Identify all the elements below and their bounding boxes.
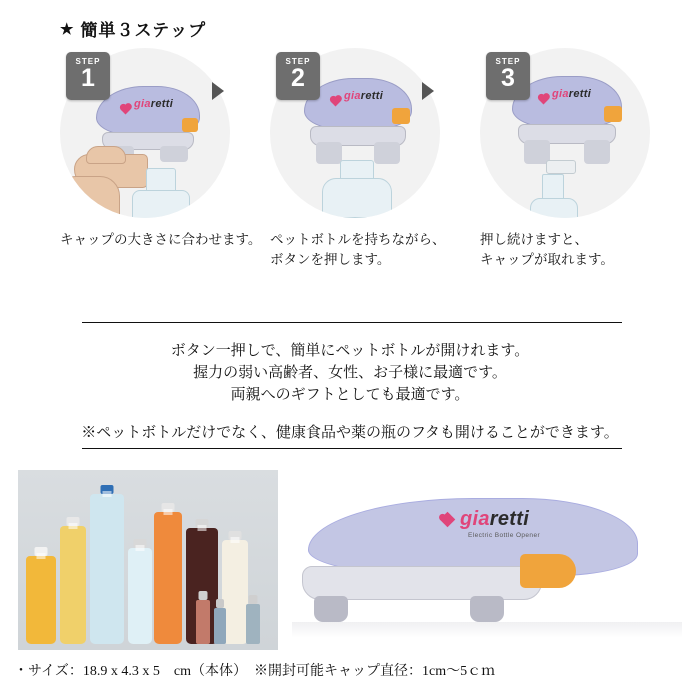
- step-3-image: giaretti STEP 3: [480, 48, 650, 218]
- step-1-image: giaretti STEP 1: [60, 48, 230, 218]
- step-item: [60, 48, 262, 250]
- description-line: 握力の弱い高齢者、女性、お子様に最適です。: [193, 365, 507, 381]
- steps-section: [60, 48, 650, 270]
- step-3-caption: 押し続けますと、 キャップが取れます。: [480, 232, 614, 267]
- step-1-badge: STEP 1: [66, 52, 110, 100]
- step-2-caption: ペットボトルを持ちながら、 ボタンを押します。: [270, 232, 446, 267]
- brand-subtitle: Electric Bottle Opener: [468, 532, 541, 539]
- description-note: ※ペットボトルだけでなく、健康食品や薬の瓶のフタも開けることができます。: [81, 425, 619, 441]
- page-title-text: 簡単３ステップ: [80, 21, 207, 40]
- bottles-photo: [18, 470, 278, 650]
- step-3-badge: STEP 3: [486, 52, 530, 100]
- size-note: ・サイズ：18.9 x 4.3 x 5 cm（本体） ※開封可能キャップ直径：1cm〜5ｃｍ: [14, 664, 496, 679]
- page-title: [60, 16, 206, 41]
- star-icon: ★: [60, 20, 75, 38]
- arrow-right-icon: [212, 82, 224, 100]
- arrow-right-icon: [422, 82, 434, 100]
- divider: [82, 448, 622, 449]
- divider: [82, 322, 622, 323]
- step-item: [480, 48, 650, 270]
- step-2-image: giaretti STEP 2: [270, 48, 440, 218]
- step-2-badge: STEP 2: [276, 52, 320, 100]
- description-block: [0, 340, 700, 444]
- description-line: 両親へのギフトとしても最適です。: [230, 387, 470, 403]
- description-line: ボタン一押しで、簡単にペットボトルが開けれます。: [170, 343, 530, 359]
- step-item: [270, 48, 446, 270]
- product-photo: giaretti Electric Bottle Opener: [292, 470, 682, 650]
- step-1-caption: キャップの大きさに合わせます。: [60, 232, 262, 247]
